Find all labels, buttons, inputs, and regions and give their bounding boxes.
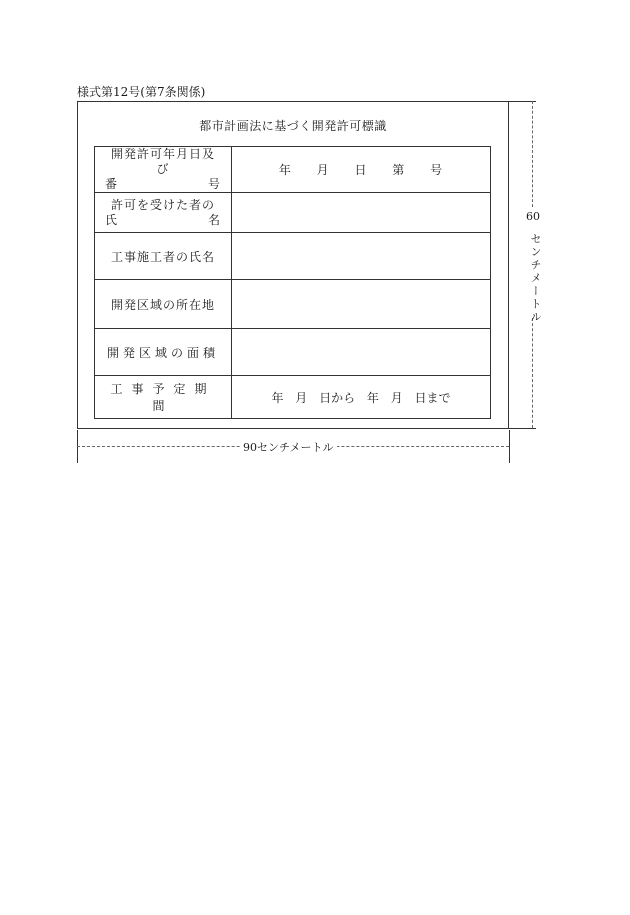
label-construction-period [95, 376, 232, 419]
label-development-location [95, 280, 232, 329]
value-text: 年 月 日 第 号 [278, 163, 444, 177]
dimension-line-vertical [532, 101, 533, 207]
label-development-area [95, 329, 232, 376]
table-row [95, 329, 491, 376]
value-permit-date-number [232, 147, 491, 193]
dimension-vertical-number: 60 [526, 210, 540, 223]
label-line: 号 [207, 177, 221, 191]
label-line: 開発許可年月日及び [110, 147, 215, 176]
label-text: 開発区域の所在地 [110, 297, 215, 312]
sign-board [77, 101, 509, 429]
value-construction-period [232, 376, 491, 419]
value-permittee-name [232, 193, 491, 233]
label-line: 名 [207, 212, 221, 227]
dimension-line-vertical [532, 318, 533, 428]
label-line: 番 [105, 177, 119, 191]
table-row [95, 233, 491, 280]
value-text: 年 月 日から 年 月 日まで [271, 390, 451, 405]
label-text: 工事予定期間 [110, 382, 216, 413]
label-line: 氏 [105, 212, 119, 227]
label-contractor-name [95, 233, 232, 280]
dimension-tick [509, 428, 536, 429]
table-row [95, 280, 491, 329]
value-contractor-name [232, 233, 491, 280]
label-permittee-name [95, 193, 232, 233]
table-row [95, 147, 491, 193]
label-text: 開発区域の面積 [106, 345, 219, 360]
value-development-area [232, 329, 491, 376]
label-text: 工事施工者の氏名 [110, 249, 215, 264]
table-row [95, 193, 491, 233]
dimension-tick [509, 430, 510, 463]
form-number: 様式第12号(第7条関係) [77, 85, 206, 99]
label-permit-date-number [95, 147, 232, 193]
sign-table [94, 146, 491, 419]
sign-title: 都市計画法に基づく開発許可標識 [199, 119, 387, 133]
table-row [95, 376, 491, 419]
label-line: 許可を受けた者の [110, 197, 215, 212]
dimension-vertical-text: センチメートル [529, 233, 542, 324]
dimension-horizontal-label: 90センチメートル [240, 439, 337, 455]
value-development-location [232, 280, 491, 329]
